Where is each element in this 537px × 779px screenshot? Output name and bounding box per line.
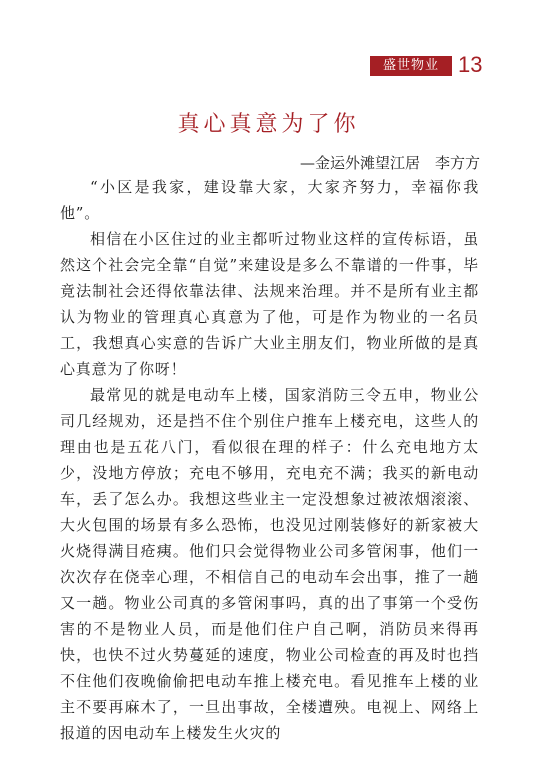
article-title: 真心真意为了你 <box>177 112 360 137</box>
paragraph-intro: 相信在小区住过的业主都听过物业这样的宣传标语，虽然这个社会完全靠“自觉”来建设是多么不靠谱的一件事，毕竟法制社会还得依靠法律、法规来治理。并不是所有业主都认为物业的管理真心真意为了他，可是作为物业的一名员工，我想真心实意的告诉广大业主朋友们，物业所做的是真心真意为了你呀！ <box>60 230 479 378</box>
article-byline: —金运外滩望江居 李方方 <box>299 154 480 172</box>
section-label: 盛世物业 <box>370 56 452 76</box>
paragraph-ebike: 最常见的就是电动车上楼，国家消防三令五申，物业公司几经规劝，还是挡不住个别住户推车上楼充电，这些人的理由也是五花八门，看似很在理的样子：什么充电地方太少，没地方停放；充电不够用，充电充不满；我买的新电动车，丢了怎么办。我想这些业主一定没想象过被浓烟滚滚、大火包围的场景有多么恐怖，也没见过刚装修好的新家被大火烧得满目疮痍。他们只会觉得物业公司多管闲事，他们一次次存在侥幸心理，不相信自己的电动车会出事，推了一趟又一趟。物业公司真的多管闲事吗，真的出了事第一个受伤害的不是物业人员，而是他们住户自己啊，消防员来得再快，也快不过火势蔓延的速度，物业公司检查的再及时也挡不住他们夜晚偷偷把电动车推上楼充电。看见推车上楼的业主不要再麻木了，一旦出事故，全楼遭殃。电视上、网络上报道的因电动车上楼发生火灾的 <box>60 386 479 742</box>
paragraph-slogan: “小区是我家，建设靠大家，大家齐努力，幸福你我他”。 <box>60 178 479 222</box>
page-header <box>370 53 528 79</box>
article-body <box>60 174 479 746</box>
page-number: 13 <box>458 52 483 77</box>
